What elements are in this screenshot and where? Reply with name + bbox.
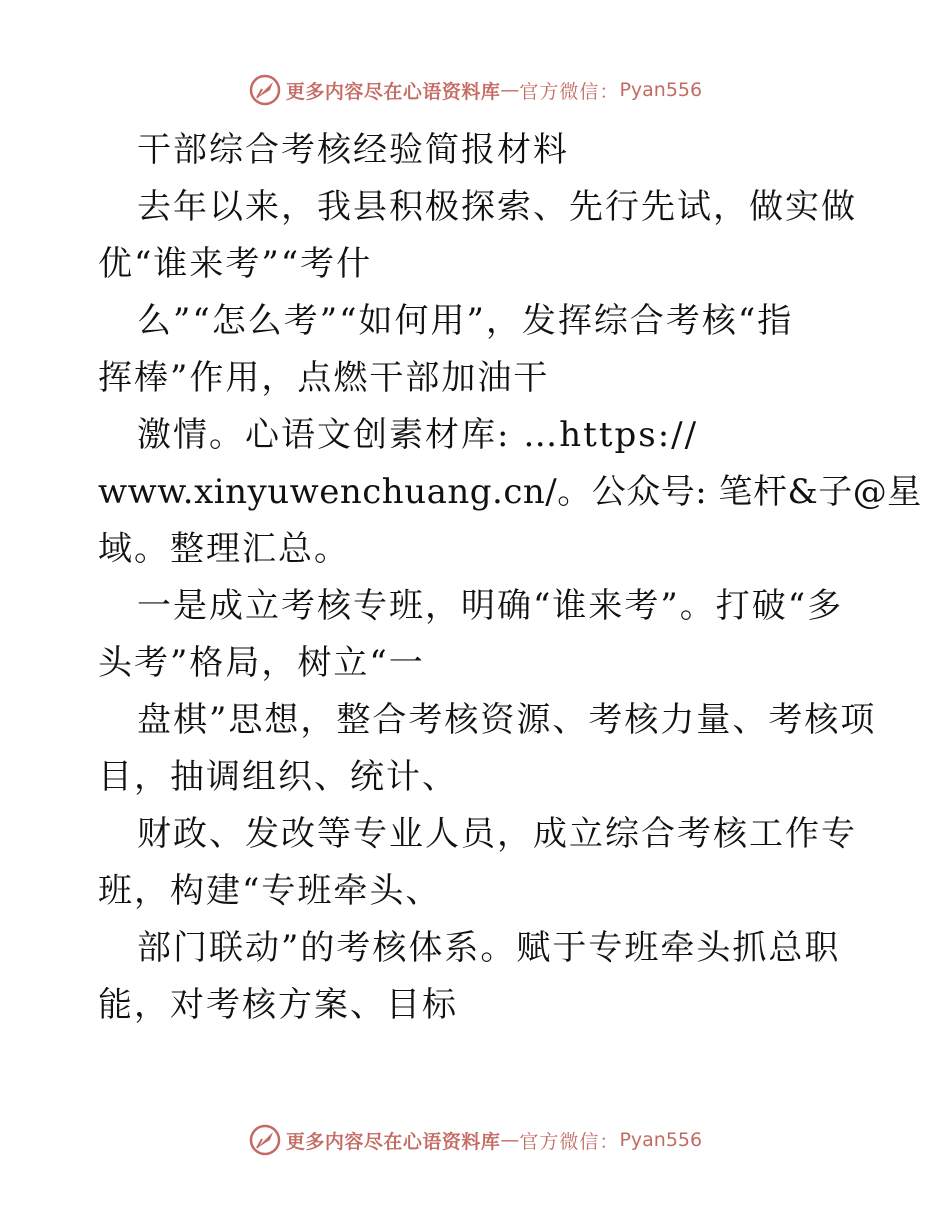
header-banner (0, 70, 950, 110)
paragraph-line: 域。整理汇总。 (98, 529, 350, 569)
paragraph-line: www.xinyuwenchuang.cn/。公众号: 笔杆&子@星 (98, 472, 922, 512)
banner-wechat-id: Pyan556 (619, 79, 703, 101)
quill-pen-logo-icon (248, 73, 282, 107)
banner-main-text: 更多内容尽在心语资料库 (285, 80, 501, 103)
footer-banner (0, 1120, 950, 1160)
banner-wechat-id: Pyan556 (619, 1129, 703, 1151)
paragraph-line: 盘棋”思想，整合考核资源、考核力量、考核项 (137, 700, 877, 740)
paragraph-line: 目，抽调组织、统计、 (98, 757, 458, 797)
paragraph-line: 部门联动”的考核体系。赋于专班牵头抓总职 (137, 928, 841, 968)
banner-dash: — (500, 1129, 520, 1151)
paragraph-line: 激情。心语文创素材库: …https:// (137, 415, 699, 455)
paragraph-line: 头考”格局，树立“一 (98, 643, 425, 683)
banner-wechat-label: 官方微信： (519, 1130, 620, 1153)
banner-wechat-label: 官方微信： (519, 80, 620, 103)
paragraph-line: 财政、发改等专业人员，成立综合考核工作专 (137, 814, 857, 854)
paragraph-line: 能，对考核方案、目标 (98, 985, 458, 1025)
paragraph-line: 去年以来，我县积极探索、先行先试，做实做 (137, 187, 857, 227)
document-title: 干部综合考核经验简报材料 (137, 130, 569, 170)
paragraph-line: 么”“怎么考”“如何用”，发挥综合考核“指 (137, 301, 794, 341)
paragraph-line: 优“谁来考”“考什 (98, 244, 373, 284)
quill-pen-logo-icon (248, 1123, 282, 1157)
banner-dash: — (500, 79, 520, 101)
paragraph-line: 一是成立考核专班，明确“谁来考”。打破“多 (137, 586, 844, 626)
paragraph-line: 挥棒”作用，点燃干部加油干 (98, 358, 550, 398)
banner-main-text: 更多内容尽在心语资料库 (285, 1130, 501, 1153)
paragraph-line: 班，构建“专班牵头、 (98, 871, 442, 911)
